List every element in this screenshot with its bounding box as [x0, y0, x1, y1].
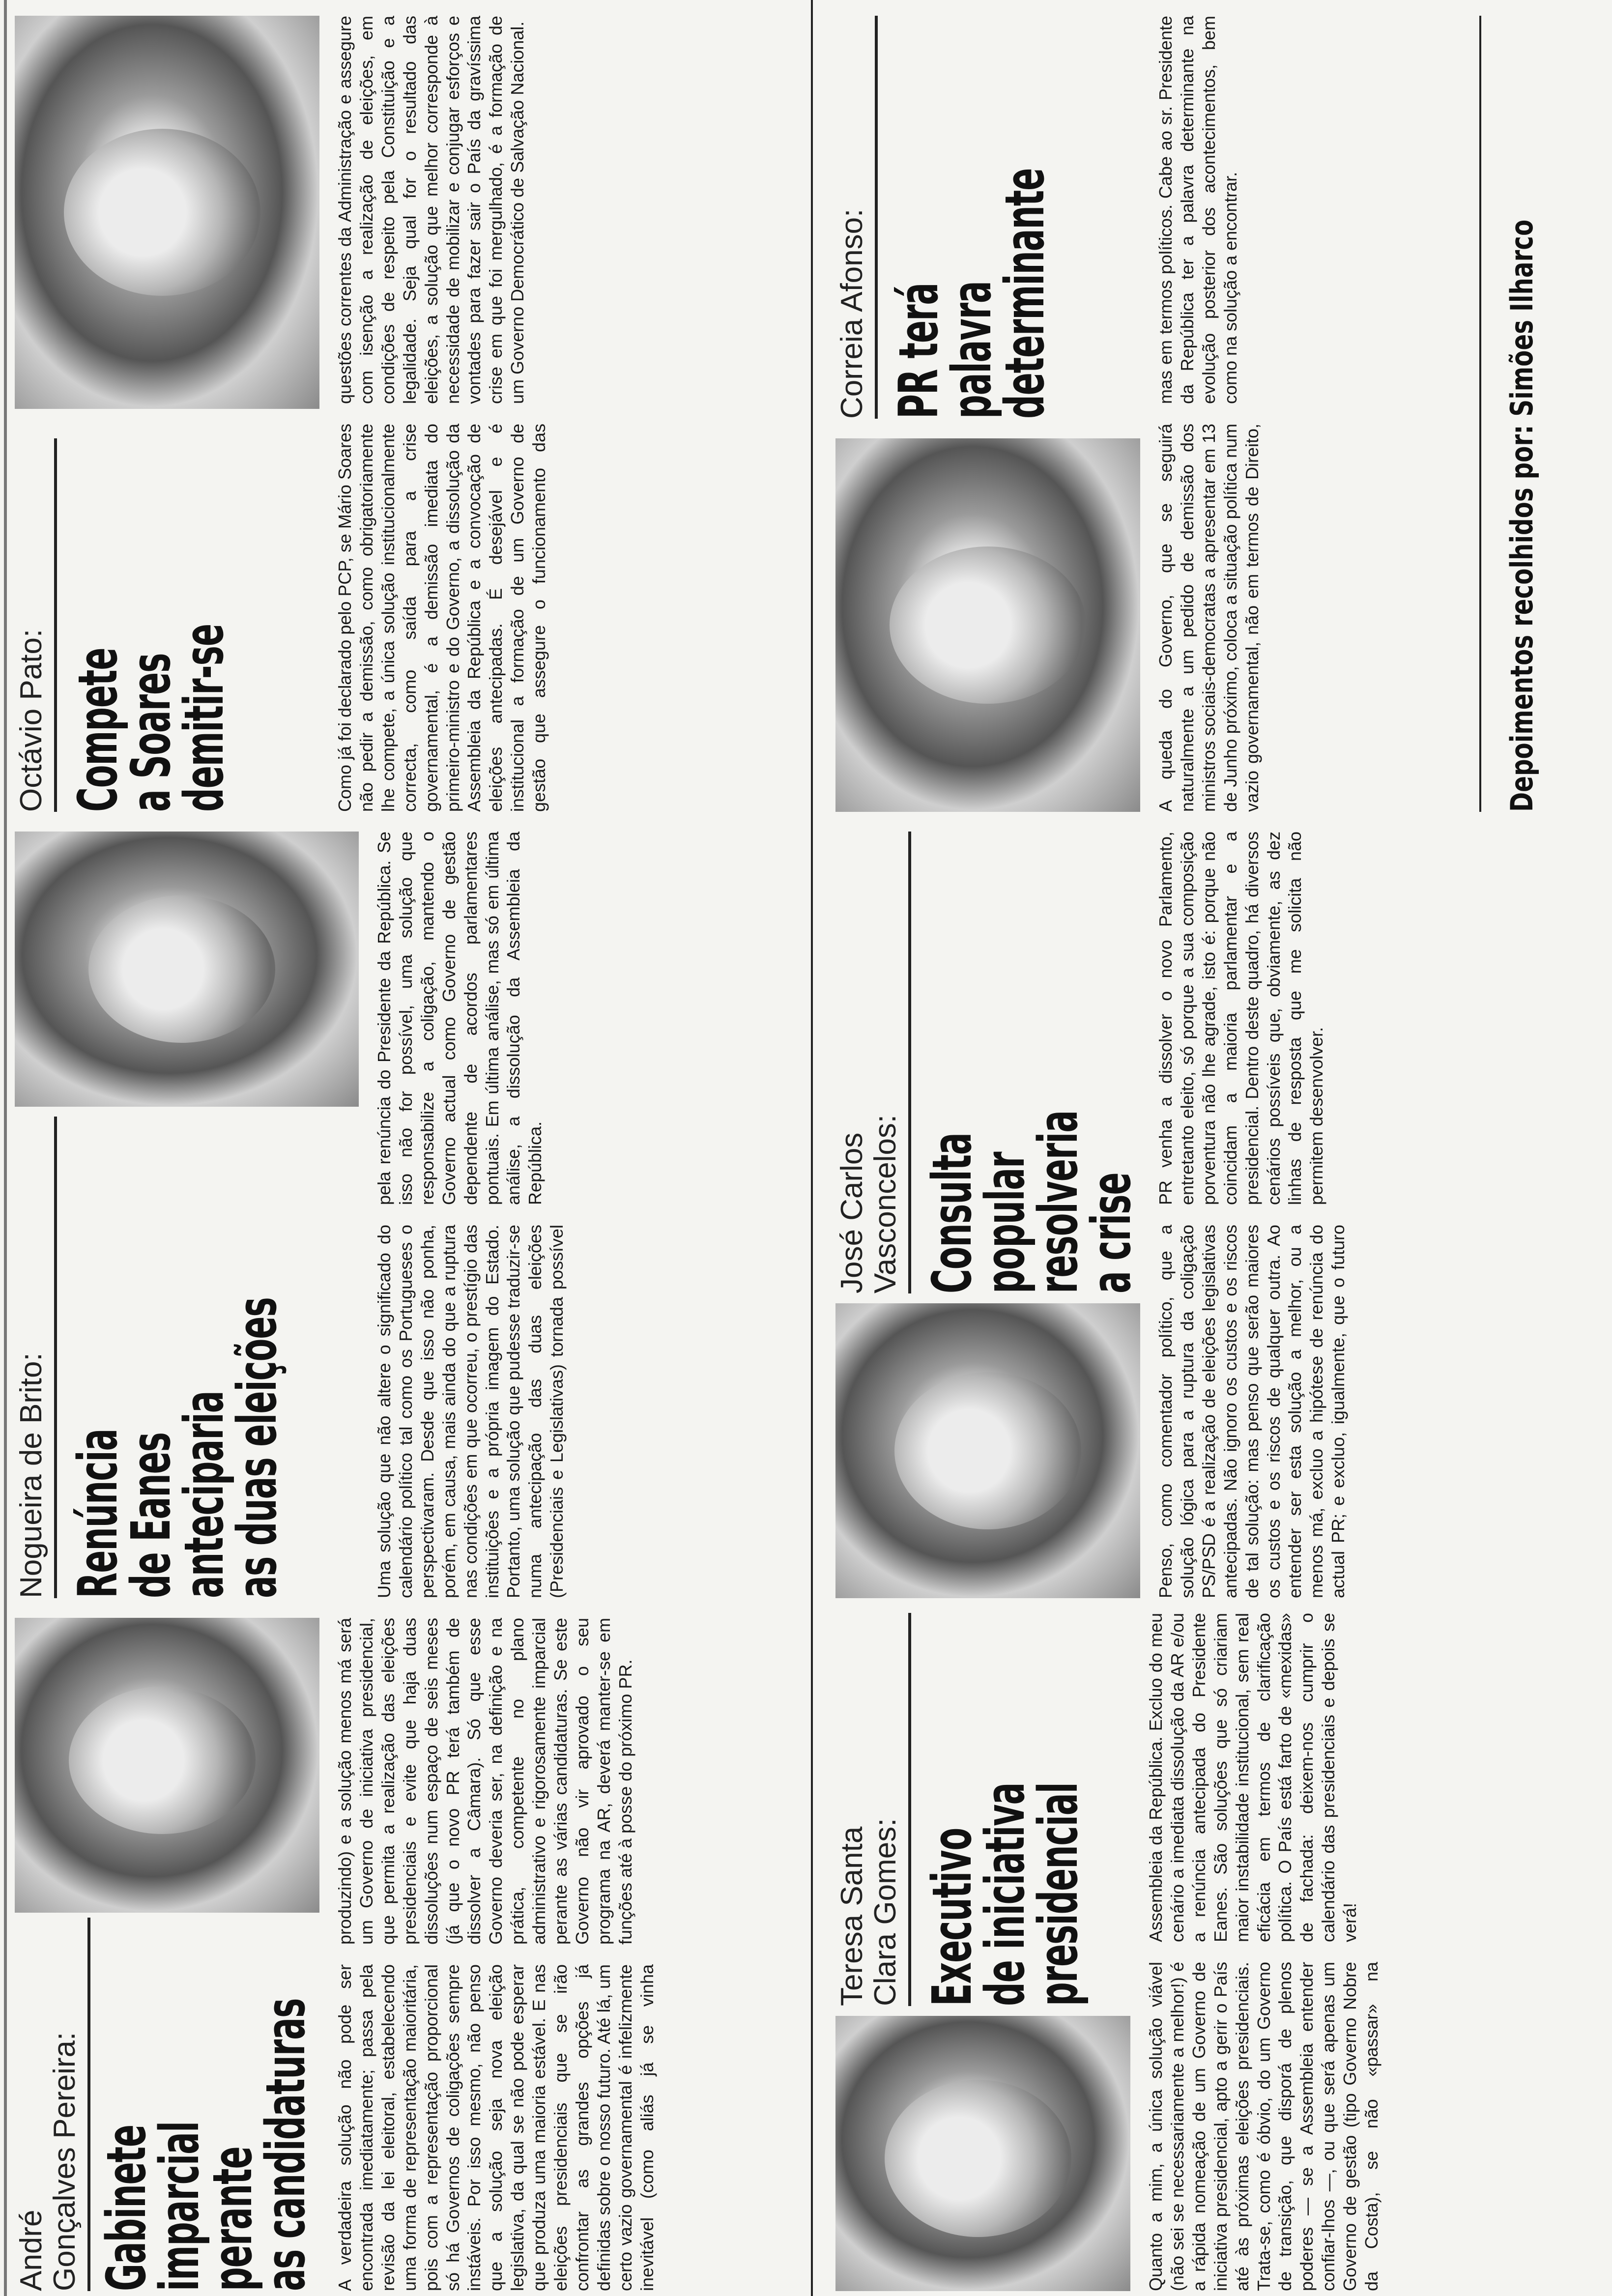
article-jose-carlos-vasconcelos: [835, 832, 1143, 1293]
headline-line: determinante: [993, 168, 1056, 419]
headline-line: a crise: [1079, 1173, 1143, 1293]
headline-line: Gabinete: [95, 2125, 158, 2291]
row-separator: [811, 0, 813, 2296]
byline-line: Gonçalves Pereira:: [48, 2032, 82, 2291]
byline-line: Correia Afonso:: [835, 208, 869, 419]
byline: [15, 1918, 90, 2291]
portrait-photo: [15, 832, 359, 1107]
byline-line: Nogueira de Brito:: [14, 1352, 48, 1598]
portrait-face: [885, 2080, 1071, 2237]
byline-line: André: [14, 2210, 48, 2291]
headline: [921, 989, 1143, 1293]
headline-line: presidencial: [1026, 1782, 1090, 2006]
headline: [95, 1986, 317, 2291]
portrait-face: [69, 1687, 256, 1834]
headline: [66, 1293, 288, 1598]
headline: [66, 507, 235, 812]
headline-line: imparcial: [148, 2122, 211, 2291]
portrait-photo: [15, 1618, 319, 1913]
article-body: Como já foi declarado pelo PCP, se Mário Soares não pedir a demissão, como obrigatoriamente lhe compete, a única solução institucionalmente correcta, como saída para a crise governamental, é a demissão imediata do primeiro-ministro e do Governo, a dissolução da Assembleia da República e a convocação de eleições antecipadas. É desejável e é institucional a formação de um Governo de gestão que assegure o funcionamento das questões correntes da Administração e assegure com isenção a realização de eleições, em condições de respeito pela Constituição e a legalidade. Seja qual for o resultado das eleições, a solução que melhor corresponde à necessidade de mobilizar e conjugar esforços e vontades para fazer sair o País da gravíssima crise em que foi mergulhado, é a formação de um Governo Democrático de Salvação Nacional.: [335, 16, 549, 812]
byline-line: José Carlos: [835, 1132, 869, 1293]
byline: [15, 1117, 57, 1598]
portrait-photo: [835, 438, 1140, 812]
footer-rule: [1479, 16, 1481, 812]
headline-line: Consulta: [921, 1133, 984, 1293]
byline-line: Vasconcelos:: [868, 1114, 903, 1293]
headline: [887, 114, 1056, 419]
portrait-photo: [835, 1303, 1140, 1598]
portrait-face: [890, 546, 1086, 704]
headline-line: Executivo: [921, 1828, 984, 2006]
article-body: Uma solução que não altere o significado do calendário político tal como os Portugueses o perspectivaram. Desde que isso não ponha, porém, em causa, mais ainda do que a ruptura nas condições em que ocorreu, o prestígio das instituições e a própria imagem do Estado. Portanto, uma solução que pudesse traduzir-se numa antecipação das duas eleições (Presidenciais e Legislativas) tornada possível pela renúncia do Presidente da República. Se isso não for possível, uma solução que responsabilize a coligação, mantendo o Governo actual como Governo de gestão dependente de acordos parlamentares pontuais. Em última análise, mas só em última análise, a dissolução da Assembleia da República.: [374, 832, 567, 1598]
article-body: A verdadeira solução não pode ser encontrada imediatamente; passa pela revisão da lei eleitoral, estabelecendo uma forma de representação maioritária, pois com a representação proporcional só há Governos de coligações sempre instáveis. Por isso mesmo, não penso que a solução seja nova eleição legislativa, da qual se não pode esperar que produza uma maioria estável. E nas eleições presidenciais que se irão confrontar as grandes opções já definidas sobre o nosso futuro. Até lá, um certo vazio governamental é infelizmente inevitável (como aliás já se vinha produzindo) e a solução menos má será um Governo de iniciativa presidencial, que permita a realização das eleições presidenciais e evite que haja duas dissoluções num espaço de seis meses (já que o novo PR terá também de dissolver a Câmara). Só que esse Governo deveria ser, na definição e na prática, competente no plano administrativo e rigorosamente imparcial perante as várias candidaturas. Se este Governo não vir aprovado o seu programa na AR, deverá manter-se em funções até à posse do próximo PR.: [335, 1618, 657, 2291]
byline-line: Teresa Santa: [835, 1826, 869, 2006]
portrait-photo: [15, 16, 319, 409]
byline: [15, 438, 57, 812]
article-octavio-pato: [14, 438, 235, 812]
byline: [835, 832, 911, 1293]
article-body: Penso, como comentador político, que a solução lógica para a ruptura da coligação PS/PSD é a realização de eleições legislativas antecipadas. Não ignoro os custos e os riscos de tal solução: mas penso que serão maiores os custos e os riscos de qualquer outra. Ao entender ser esta solução a melhor, ou a menos má, excluo a hipótese de renúncia do actual PR; e excluo, igualmente, que o futuro PR venha a dissolver o novo Parlamento, entretanto eleito, só porque a sua composição porventura não lhe agrade, isto é: porque não coincidam a maioria parlamentar e a presidencial. Dentro deste quadro, há diversos cenários possíveis que, obviamente, as dez linhas de resposta que me solicita não permitem desenvolver.: [1155, 832, 1349, 1598]
article-correia-afonso: [835, 16, 1056, 419]
article-nogueira-de-brito: [14, 1117, 288, 1598]
headline-line: as duas eleições: [225, 1297, 288, 1598]
byline-line: Octávio Pato:: [14, 629, 48, 812]
top-border: [4, 0, 7, 2296]
article-goncalves-pereira: [14, 1918, 317, 2291]
headline-line: de iniciativa: [974, 1782, 1037, 2006]
headline-line: a Soares: [119, 653, 182, 812]
credits-line: Depoimentos recolhidos por: Simões Ilharco: [1504, 219, 1540, 812]
byline-line: Clara Gomes:: [868, 1818, 903, 2006]
byline: [835, 16, 878, 419]
headline-line: perante: [201, 2147, 264, 2291]
portrait-face: [88, 895, 275, 1043]
headline-line: resolveria: [1026, 1110, 1090, 1293]
headline: [921, 1701, 1090, 2006]
byline: [835, 1613, 911, 2006]
portrait-face: [64, 129, 260, 296]
headline-line: as candidaturas: [254, 1998, 317, 2291]
portrait-photo: [835, 2016, 1130, 2291]
article-body: Quanto a mim, a única solução viável (não sei se necessariamente a melhor!) é a rápida nomeação de um Governo de iniciativa presidencial, apto a gerir o País até às próximas eleições presidenciais. Trata-se, como é óbvio, do um Governo de transição, que disporá de plenos poderes — se a Assembleia entender confiar-lhos —, ou que será apenas um Governo de gestão (tipo Governo Nobre da Costa), se não «passar» na Assembleia da República. Excluo do meu cenário a imediata dissolução da AR e/ou a renúncia antecipada do Presidente Eanes. São soluções que só criariam maior instabilidade institucional, sem real eficácia em termos de clarificação política. O País está farto de «mexidas» de fachada: deixem-nos cumprir o calendário das presidenciais e depois se verá!: [1146, 1613, 1382, 2291]
headline-line: anteciparia: [172, 1391, 235, 1598]
headline-line: PR terá: [887, 283, 950, 419]
headline-line: popular: [974, 1152, 1037, 1293]
article-body: A queda do Governo, que se seguirá naturalmente a um pedido de demissão dos ministros sociais-democratas a apresentar em 13 de Junho próximo, coloca a situação política num vazio governamental, não em termos de Direito, mas em termos políticos. Cabe ao sr. Presidente da República ter a palavra determinante na evolução posterior dos acontecimentos, bem como na solução a encontrar.: [1155, 16, 1262, 812]
article-teresa-santa-clara-gomes: [835, 1613, 1090, 2006]
headline-line: Compete: [66, 648, 130, 812]
headline-line: Renúncia: [66, 1429, 130, 1598]
portrait-face: [894, 1372, 1081, 1529]
headline-line: palavra: [940, 281, 1003, 419]
headline-line: demitir-se: [172, 624, 235, 812]
headline-line: de Eanes: [119, 1433, 182, 1598]
